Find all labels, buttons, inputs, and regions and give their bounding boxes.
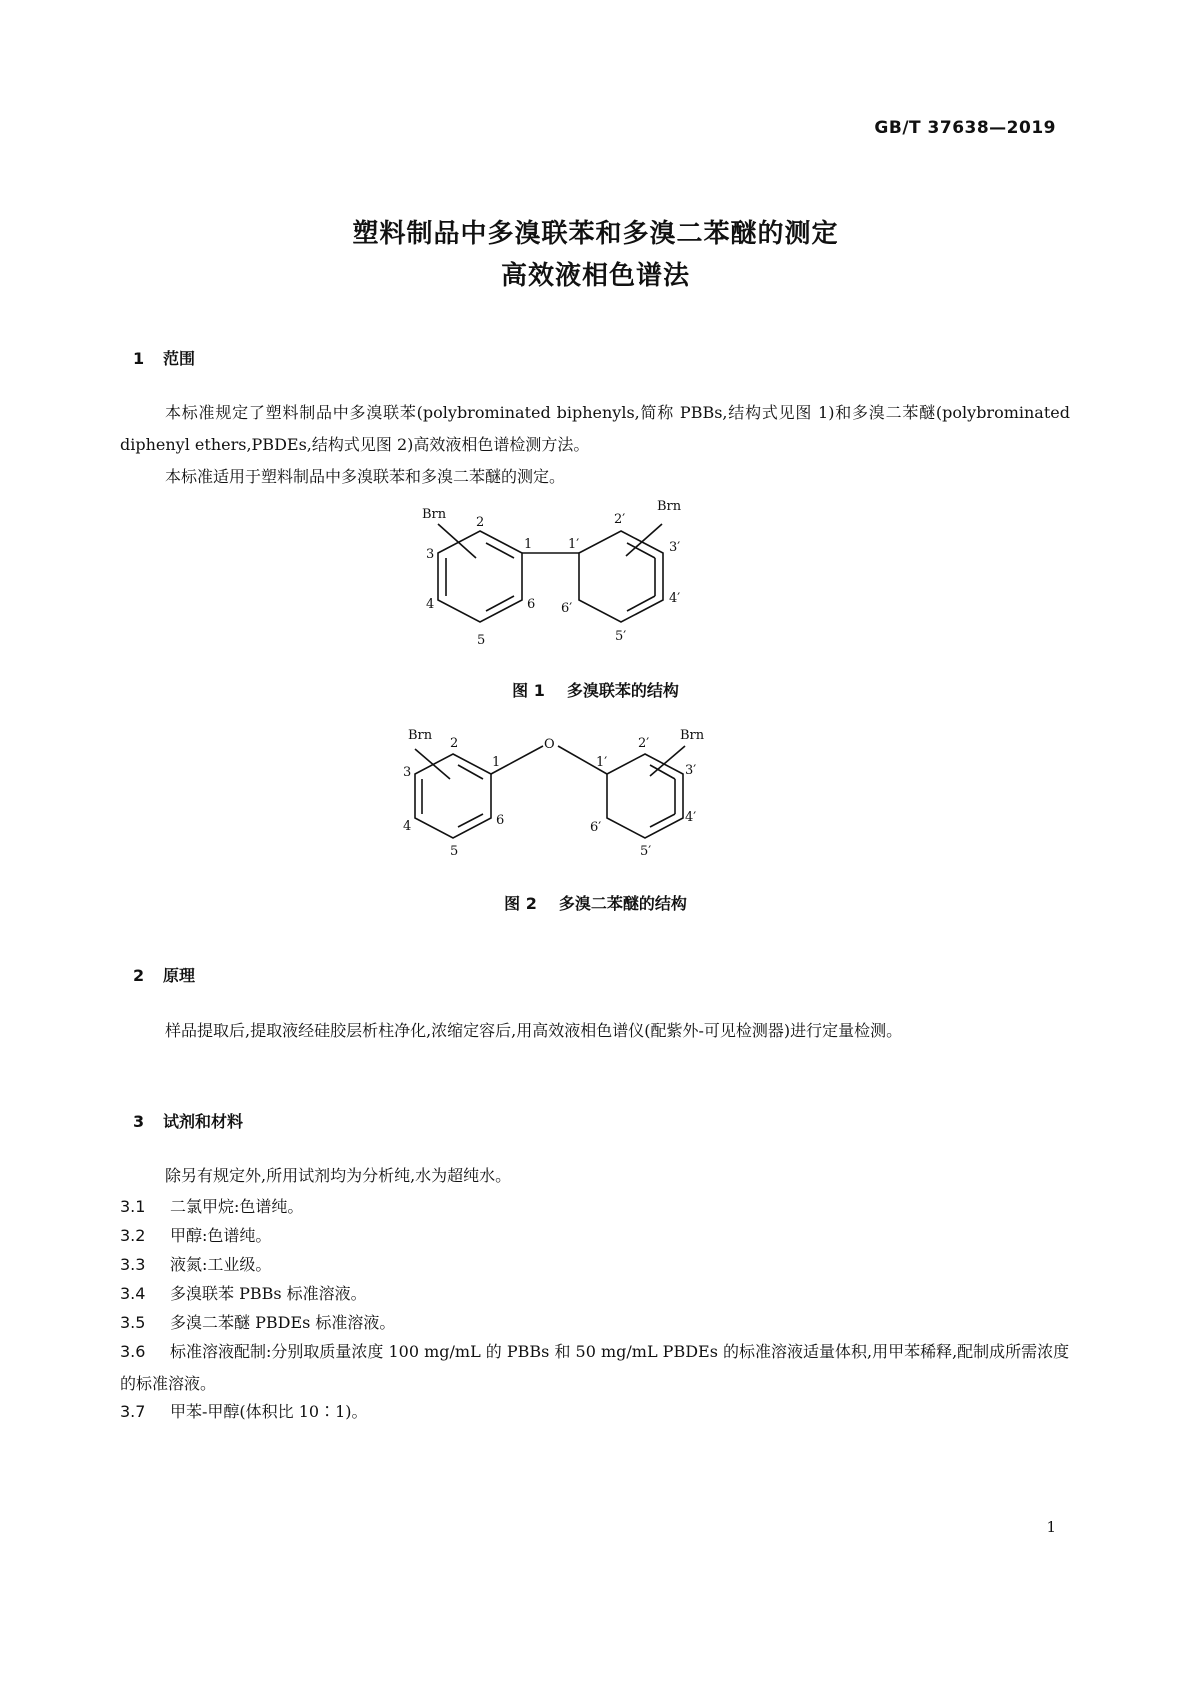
section-title: 原理 — [163, 966, 196, 985]
bromine-bond-left — [438, 524, 476, 558]
label-c6p: 6′ — [590, 820, 602, 835]
label-c1: 1 — [492, 755, 501, 770]
label-oxygen: O — [544, 737, 555, 752]
label-c3: 3 — [426, 547, 435, 562]
label-c5p: 5′ — [640, 844, 652, 859]
reagent-text: 甲苯-甲醇(体积比 10∶1)。 — [170, 1402, 368, 1421]
label-c5: 5 — [450, 844, 459, 859]
scope-paragraph-2 — [120, 461, 1070, 493]
label-br-right: Brn — [680, 728, 705, 743]
bromine-bond-left — [415, 749, 450, 779]
reagent-text: 液氮:工业级。 — [170, 1255, 272, 1274]
reagent-item — [120, 1249, 1070, 1281]
label-c5: 5 — [477, 633, 486, 648]
reagent-text: 标准溶液配制:分别取质量浓度 100 mg/mL 的 PBBs 和 50 mg/mL PBDEs 的标准溶液适量体积,用甲苯稀释,配制成所需浓度的标准溶液。 — [120, 1342, 1070, 1393]
label-c1p: 1′ — [596, 755, 608, 770]
reagent-number: 3.7 — [120, 1402, 146, 1421]
reagent-item — [120, 1220, 1070, 1252]
reagent-number: 3.2 — [120, 1226, 146, 1245]
label-c4p: 4′ — [685, 810, 697, 825]
label-br-right: Brn — [657, 499, 682, 514]
figure-1-label: 图 1 — [512, 681, 545, 700]
figure-2-caption — [0, 891, 1191, 914]
label-c4: 4 — [426, 597, 435, 612]
label-c3p: 3′ — [669, 540, 681, 555]
document-title-line1: 塑料制品中多溴联苯和多溴二苯醚的测定 — [352, 219, 839, 249]
figure-1-title: 多溴联苯的结构 — [566, 681, 679, 700]
label-br-left: Brn — [408, 728, 433, 743]
label-c2: 2 — [450, 736, 459, 751]
section-heading-reagents — [133, 1109, 243, 1132]
label-c5p: 5′ — [615, 629, 627, 644]
figure-2-label: 图 2 — [504, 894, 537, 913]
figure-1-structure — [400, 498, 700, 658]
reagent-text: 多溴联苯 PBBs 标准溶液。 — [170, 1284, 367, 1303]
label-c2p: 2′ — [638, 736, 650, 751]
reagent-item — [120, 1278, 1070, 1310]
section-number: 3 — [133, 1112, 145, 1131]
label-c2p: 2′ — [614, 512, 626, 527]
reagent-number: 3.6 — [120, 1342, 146, 1361]
label-br-left: Brn — [422, 507, 447, 522]
principle-text: 样品提取后,提取液经硅胶层析柱净化,浓缩定容后,用高效液相色谱仪(配紫外-可见检测器)进行定量检测。 — [165, 1021, 903, 1040]
reagent-number: 3.1 — [120, 1197, 146, 1216]
label-c6p: 6′ — [561, 601, 573, 616]
label-c1: 1 — [524, 537, 533, 552]
figure-1-caption — [0, 678, 1191, 701]
figure-2-title: 多溴二苯醚的结构 — [558, 894, 687, 913]
scope-text-1: 本标准规定了塑料制品中多溴联苯(polybrominated biphenyls,简称 PBBs,结构式见图 1)和多溴二苯醚(polybrominated diphenyl ethers,PBDEs,结构式见图 2)高效液相色谱检测方法。 — [120, 403, 1070, 454]
reagent-item — [120, 1396, 1070, 1428]
document-title-line2: 高效液相色谱法 — [500, 261, 690, 291]
label-c4: 4 — [403, 819, 412, 834]
page-number: 1 — [1046, 1518, 1056, 1536]
label-c4p: 4′ — [669, 591, 681, 606]
reagent-item — [120, 1307, 1070, 1339]
label-c1p: 1′ — [568, 537, 580, 552]
section-number: 1 — [133, 349, 145, 368]
section-heading-scope — [133, 346, 195, 369]
reagent-item — [120, 1191, 1070, 1223]
section-number: 2 — [133, 966, 145, 985]
right-benzene-ring — [579, 531, 663, 622]
label-c3: 3 — [403, 765, 412, 780]
standard-code: GB/T 37638—2019 — [874, 118, 1056, 138]
right-benzene-ring — [607, 754, 683, 838]
reagent-number: 3.5 — [120, 1313, 146, 1332]
scope-paragraph-1 — [120, 397, 1070, 461]
principle-paragraph — [120, 1015, 1070, 1047]
reagents-intro — [120, 1160, 1070, 1192]
reagent-text: 甲醇:色谱纯。 — [170, 1226, 272, 1245]
reagent-number: 3.4 — [120, 1284, 146, 1303]
label-c6: 6 — [527, 597, 536, 612]
scope-text-2: 本标准适用于塑料制品中多溴联苯和多溴二苯醚的测定。 — [165, 467, 566, 486]
figure-2-structure — [400, 724, 710, 874]
label-c2: 2 — [476, 515, 485, 530]
reagent-text: 二氯甲烷:色谱纯。 — [170, 1197, 304, 1216]
reagents-intro-text: 除另有规定外,所用试剂均为分析纯,水为超纯水。 — [165, 1166, 512, 1185]
label-c6: 6 — [496, 813, 505, 828]
left-benzene-ring — [438, 531, 522, 622]
section-title: 范围 — [163, 349, 196, 368]
reagent-text: 多溴二苯醚 PBDEs 标准溶液。 — [170, 1313, 396, 1332]
section-heading-principle — [133, 963, 195, 986]
label-c3p: 3′ — [685, 763, 697, 778]
section-title: 试剂和材料 — [163, 1112, 244, 1131]
reagent-number: 3.3 — [120, 1255, 146, 1274]
reagent-item — [120, 1336, 1070, 1400]
left-benzene-ring — [415, 754, 491, 838]
